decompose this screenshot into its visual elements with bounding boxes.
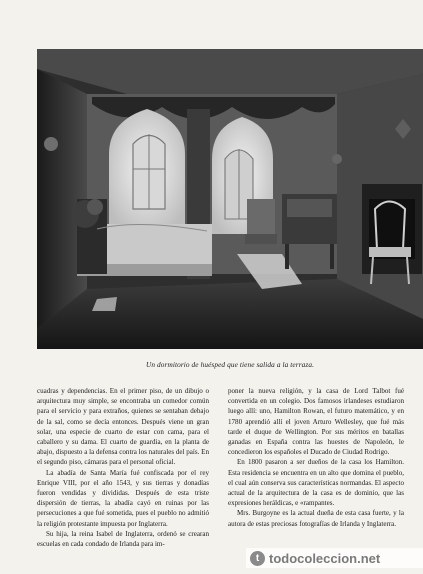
watermark (246, 548, 423, 568)
bedroom-photo-illustration (37, 49, 423, 349)
paragraph: cuadras y dependencias. En el primer piso, de un dibujo o arquitectura muy simple, se encontraba un comedor común para el servicio y para extraños, quienes se sentaban debajo de la sal, como se decía entonces. Después viene un gran solar, una especie de cuarto de estar con cama, para el caballero y su dama. El cuarto de guardia, en la planta de abajo, dispuesto a la defensa contra los naturales del país. En el segundo piso, cámaras para el personal oficial. (37, 387, 209, 467)
paragraph: En 1800 pasaron a ser dueños de la casa los Hamilton. Esta residencia se encuentra en un alto que domina el pueblo, el cual aún conserva sus características normandas. El aspecto actual de la arquitectura de la casa es de dominio, que las expresiones heráldicas, e «rampantes. (228, 458, 404, 508)
watermark-logo-icon: t (250, 551, 265, 566)
right-text-column (228, 386, 404, 529)
watermark-text: todocoleccion.net (269, 550, 381, 566)
paragraph: La abadía de Santa María fué confiscada por el rey Enrique VIII, por el año 1543, y sus tierras y donadías fueron vendidas y divididas. Después de esta triste dispersión de tierras, la abadía cayó en ruinas por las persecuciones a que fué sometida, pues el pueblo no admitió la religión protestante impuesta por Inglaterra. (37, 468, 209, 528)
bedroom-photograph (37, 49, 423, 349)
paragraph: Su hija, la reina Isabel de Inglaterra, ordenó se crearan escuelas en cada condado de Irlanda para im- (37, 529, 209, 549)
photo-caption: Un dormitorio de huésped que tiene salida a la terraza. (145, 360, 315, 369)
left-text-column (37, 386, 209, 549)
paragraph: Mrs. Burgoyne es la actual dueña de esta casa fuerte, y la autora de estas preciosas fotografías de Irlanda y Inglaterra. (228, 509, 404, 528)
paragraph: poner la nueva religión, y la casa de Lord Talbot fué convertida en un colegio. Dos famosos irlandeses estudiaron luego allí: uno, Hamilton Rowan, el futuro matemático, y en 1780 aprendió allí el joven Arturo Wellesley, que fué más tarde el duque de Wellington. Por sus méritos en batallas ganadas en España contra las huestes de Napoleón, le concedieron los españoles el Ducado de Ciudad Rodrigo. (228, 387, 404, 457)
